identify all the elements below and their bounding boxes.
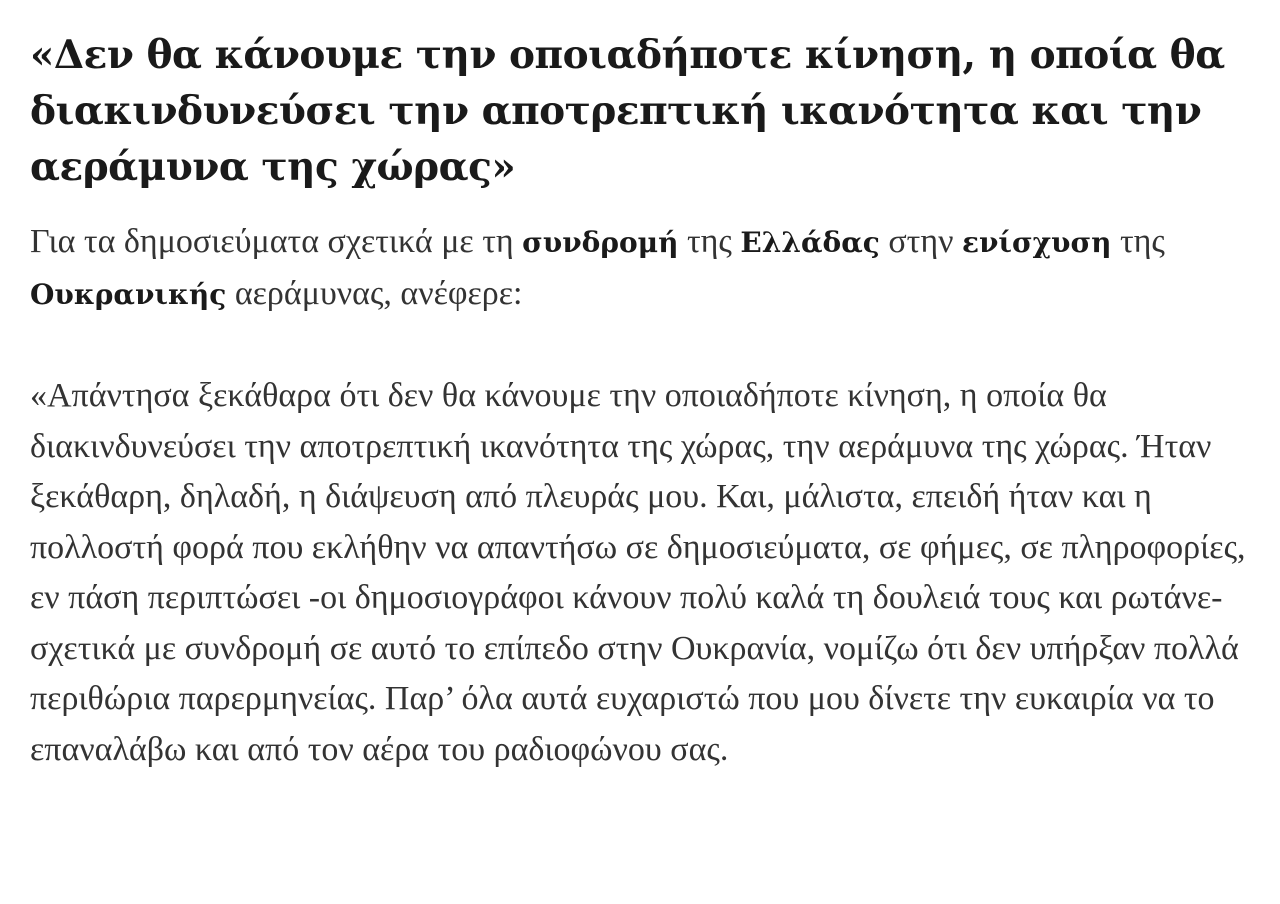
lead-text-2: της	[678, 223, 741, 260]
lead-bold-3: ενίσχυση	[961, 226, 1112, 259]
lead-bold-2: Ελλάδας	[740, 226, 880, 259]
article	[30, 0, 1260, 775]
lead-bold-1: συνδρομή	[522, 226, 679, 259]
lead-text-4: της	[1111, 223, 1165, 260]
lead-text-1: Για τα δημοσιεύματα σχετικά με τη	[30, 223, 523, 260]
lead-paragraph	[30, 217, 1260, 320]
quote-paragraph: «Απάντησα ξεκάθαρα ότι δεν θα κάνουμε την οποιαδήποτε κίνηση, η οποία θα διακινδυνεύσει την αποτρεπτική ικανότητα της χώρας, την αεράμυνα της χώρας. Ήταν ξεκάθαρη, δηλαδή, η διάψευση από πλευράς μου. Και, μάλιστα, επειδή ήταν και η πολλοστή φορά που εκλήθην να απαντήσω σε δημοσιεύματα, σε φήμες, σε πληροφορίες, εν πάση περιπτώσει -οι δημοσιογράφοι κάνουν πολύ καλά τη δουλειά τους και ρωτάνε- σχετικά με συνδρομή σε αυτό το επίπεδο στην Ουκρανία, νομίζω ότι δεν υπήρξαν πολλά περιθώρια παρερμηνείας. Παρ’ όλα αυτά ευχαριστώ που μου δίνετε την ευκαιρία να το επαναλάβω και από τον αέρα του ραδιοφώνου σας.	[30, 377, 1246, 768]
lead-text-5: αεράμυνας, ανέφερε:	[226, 274, 523, 312]
lead-text-3: στην	[879, 223, 962, 260]
article-headline: «Δεν θα κάνουμε την οποιαδήποτε κίνηση, η οποία θα διακινδυνεύσει την αποτρεπτική ικανότητα και την αεράμυνα της χώρας»	[30, 32, 1225, 190]
lead-bold-4: Ουκρανικής	[30, 277, 227, 311]
